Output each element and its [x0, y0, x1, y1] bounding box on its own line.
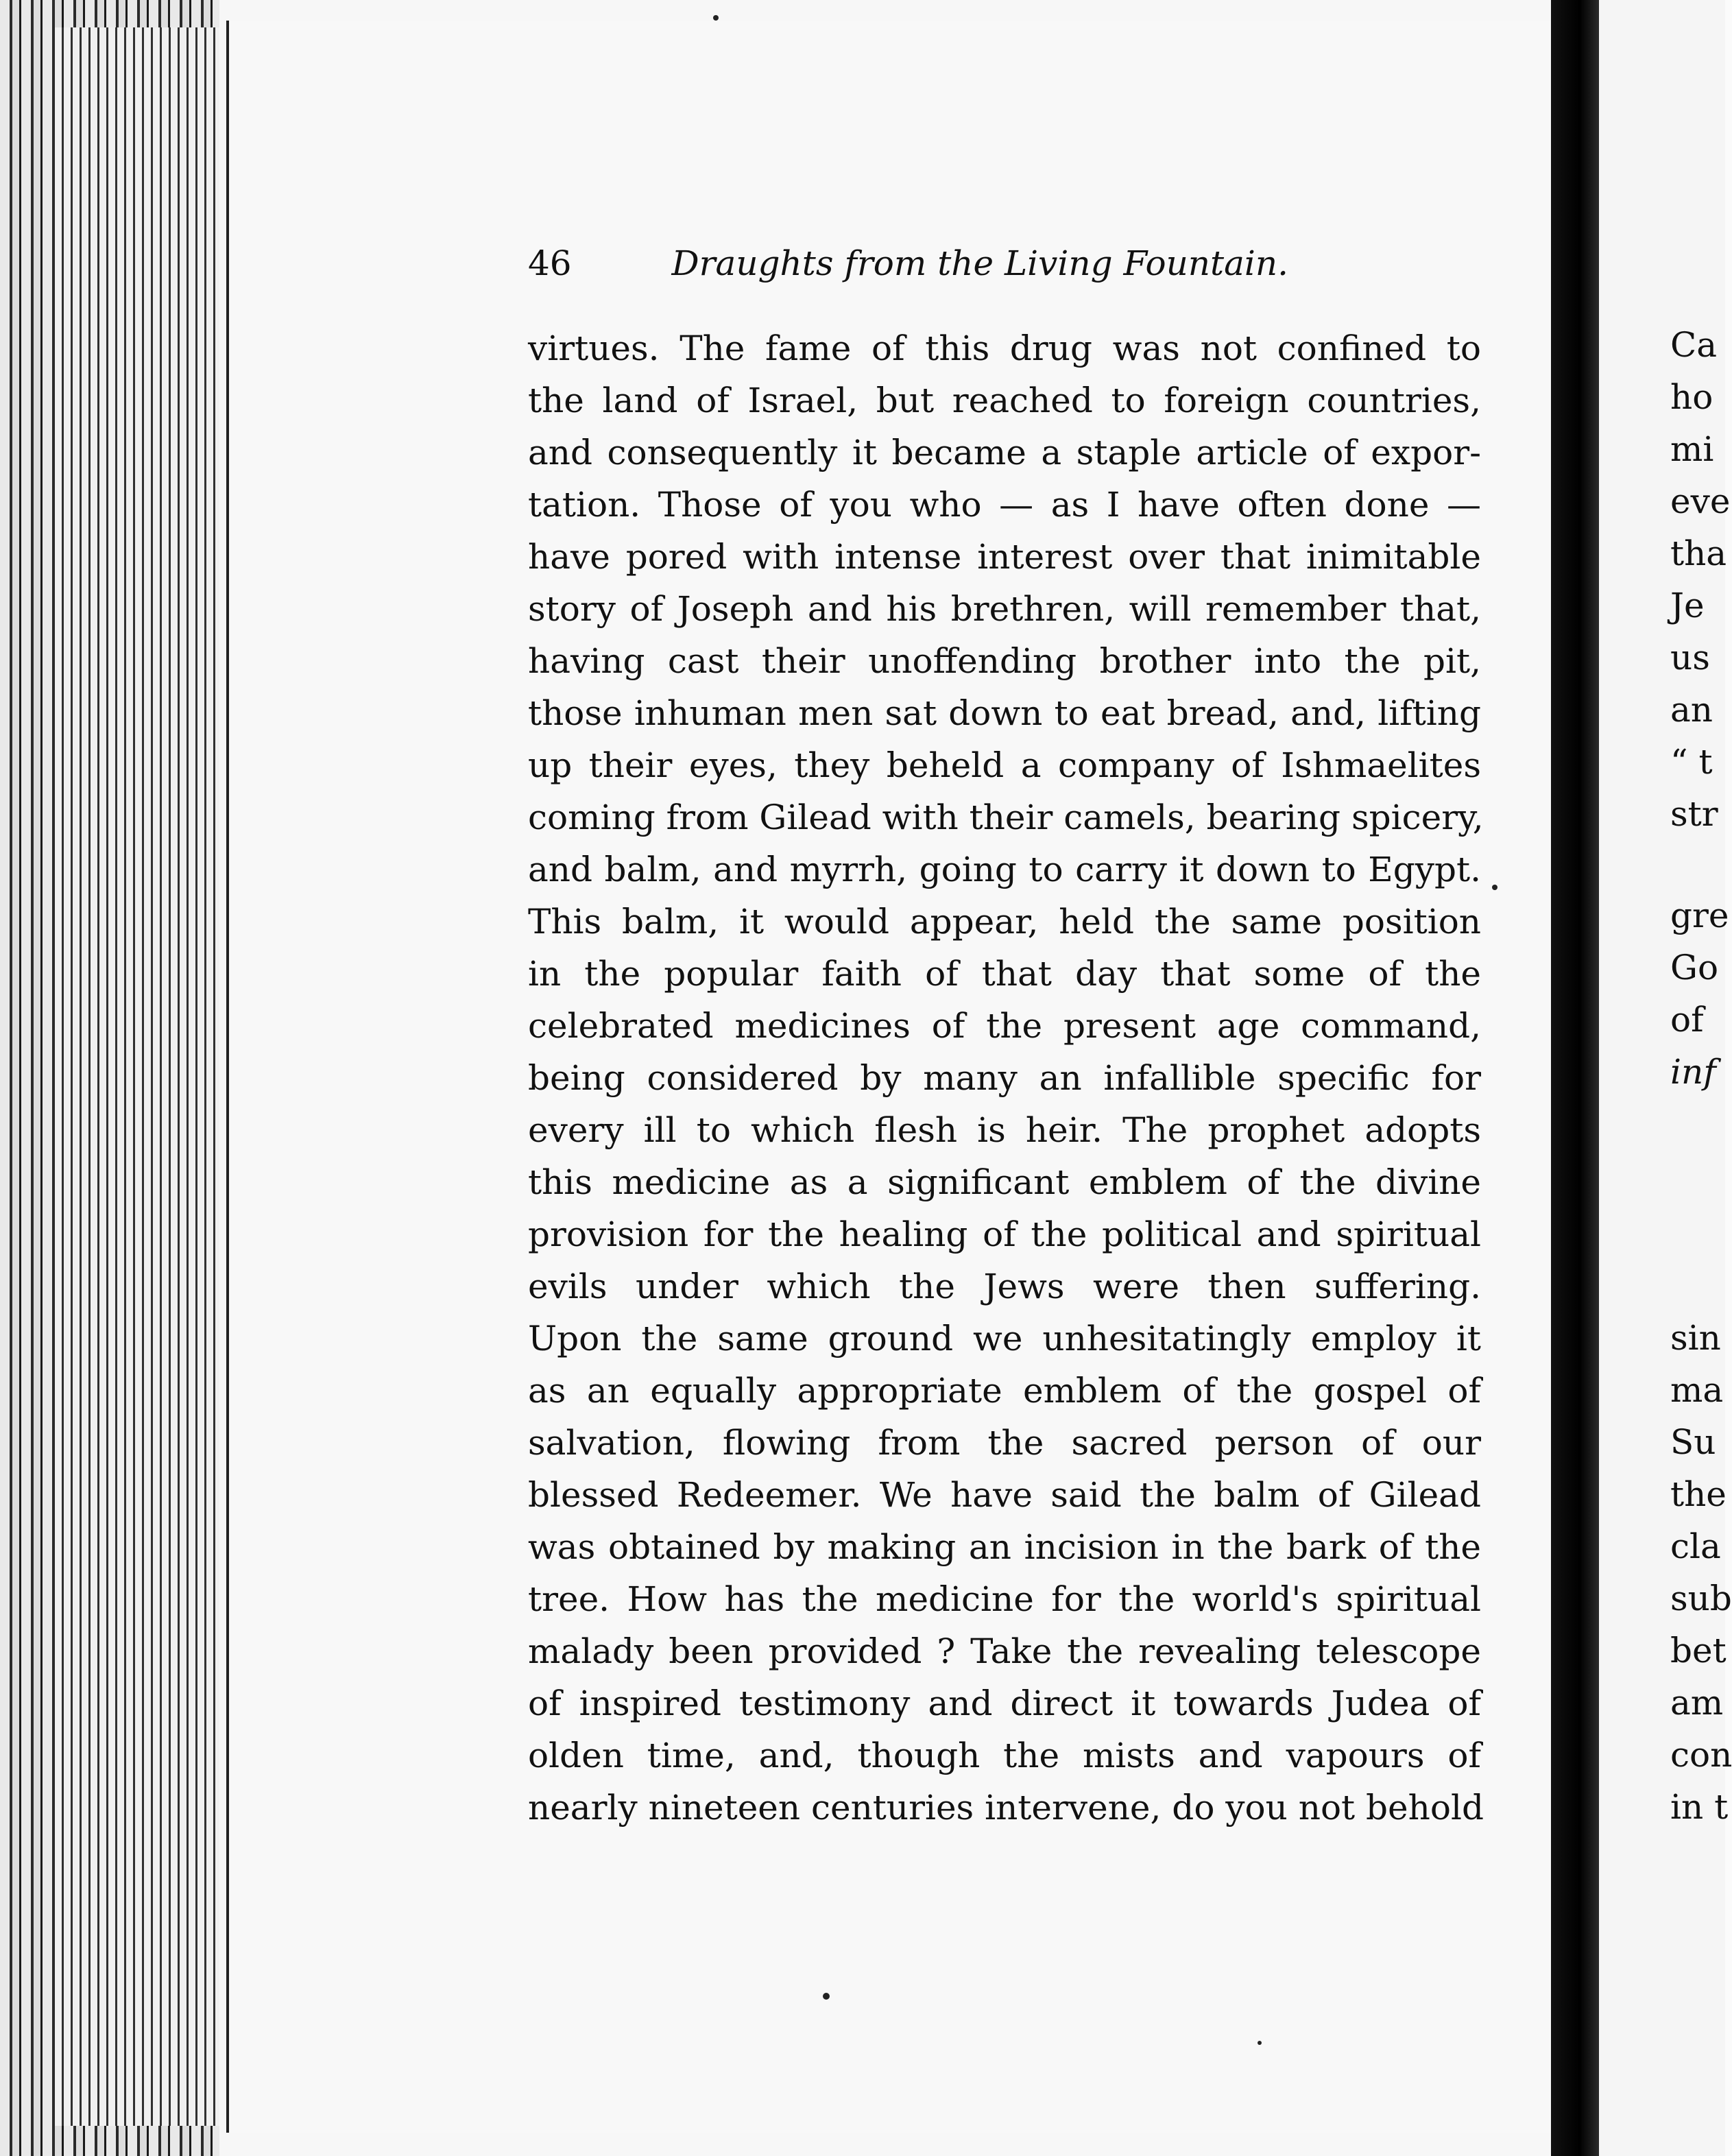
text-line: was obtained by making an incision in the bark of the — [528, 1527, 1481, 1567]
text-line: celebrated medicines of the present age command, — [528, 1006, 1481, 1046]
right-page-fragment: the — [1670, 1474, 1727, 1514]
text-line: nearly nineteen centuries intervene, do you not behold — [528, 1788, 1484, 1828]
right-page-fragment: of — [1670, 1000, 1704, 1040]
text-line: being considered by many an infallible specific for — [528, 1058, 1481, 1098]
text-line: the land of Israel, but reached to foreign countries, — [528, 381, 1481, 420]
right-page-fragment: an — [1670, 690, 1713, 730]
text-line: malady been provided ? Take the revealing telescope — [528, 1631, 1481, 1671]
scan-speck — [1492, 885, 1498, 890]
running-head — [528, 241, 1351, 285]
text-line: those inhuman men sat down to eat bread, and, lifting — [528, 693, 1481, 733]
right-page-fragment: inf — [1670, 1052, 1716, 1092]
text-line: in the popular faith of that day that some of the — [528, 954, 1481, 994]
book-edge-left — [0, 0, 219, 2156]
page-stack-edges — [55, 27, 219, 2126]
right-page-fragment: gre — [1670, 896, 1729, 935]
right-page-fragment: Go — [1670, 948, 1719, 987]
right-page-fragment: Je — [1670, 586, 1705, 625]
scan-speck — [1258, 2041, 1262, 2045]
right-page-fragment: cla — [1670, 1526, 1721, 1566]
right-page-fragment: Ca — [1670, 325, 1718, 365]
text-line: coming from Gilead with their camels, bearing spicery, — [528, 798, 1484, 837]
right-page-edge — [1599, 0, 1732, 2156]
text-line: evils under which the Jews were then suffering. — [528, 1267, 1481, 1306]
right-page-fragment: mi — [1670, 429, 1714, 469]
page-number: 46 — [528, 243, 572, 283]
text-line: as an equally appropriate emblem of the gospel of — [528, 1371, 1481, 1411]
text-line: virtues. The fame of this drug was not confined to — [528, 328, 1481, 368]
right-page-fragment: bet — [1670, 1631, 1727, 1670]
right-page-fragment: Su — [1670, 1422, 1716, 1462]
scan-speck — [713, 15, 719, 21]
text-line: and consequently it became a staple article of expor- — [528, 433, 1481, 472]
text-line: blessed Redeemer. We have said the balm of Gilead — [528, 1475, 1481, 1515]
right-page-fragment: ho — [1670, 377, 1713, 417]
text-line: provision for the healing of the political and spiritual — [528, 1214, 1481, 1254]
right-page-fragment: sub — [1670, 1579, 1732, 1618]
text-line: olden time, and, though the mists and vapours of — [528, 1736, 1481, 1775]
running-title: Draughts from the Living Fountain. — [671, 243, 1288, 283]
text-line: every ill to which flesh is heir. The prophet adopts — [528, 1110, 1481, 1150]
text-line: tree. How has the medicine for the world's spiritual — [528, 1579, 1481, 1619]
scan-speck — [823, 1993, 830, 2000]
right-page-fragment: in t — [1670, 1787, 1729, 1827]
right-page-fragment: sin — [1670, 1318, 1721, 1358]
right-page-fragment: us — [1670, 638, 1710, 678]
right-page-fragment: ma — [1670, 1370, 1724, 1410]
text-line: story of Joseph and his brethren, will remember that, — [528, 589, 1481, 629]
right-page-fragment: tha — [1670, 534, 1727, 573]
right-page-fragment: str — [1670, 794, 1718, 834]
text-line: and balm, and myrrh, going to carry it down to Egypt. — [528, 850, 1481, 889]
text-line: this medicine as a significant emblem of the divine — [528, 1162, 1481, 1202]
text-line: tation. Those of you who — as I have often done — — [528, 485, 1481, 525]
text-line: having cast their unoffending brother into the pit, — [528, 641, 1481, 681]
text-line: of inspired testimony and direct it towards Judea of — [528, 1684, 1481, 1723]
text-line: Upon the same ground we unhesitatingly employ it — [528, 1319, 1481, 1358]
text-line: This balm, it would appear, held the same position — [528, 902, 1481, 942]
book-gutter — [1551, 0, 1599, 2156]
right-page-fragment: con — [1670, 1735, 1732, 1775]
right-page-fragment: eve — [1670, 481, 1731, 521]
body-text — [528, 322, 1484, 1834]
text-line: up their eyes, they beheld a company of Ishmaelites — [528, 745, 1481, 785]
right-page-fragment: am — [1670, 1683, 1724, 1723]
right-page-fragment: “ t — [1670, 742, 1713, 782]
text-line: have pored with intense interest over that inimitable — [528, 537, 1481, 577]
text-line: salvation, flowing from the sacred person of our — [528, 1423, 1481, 1463]
